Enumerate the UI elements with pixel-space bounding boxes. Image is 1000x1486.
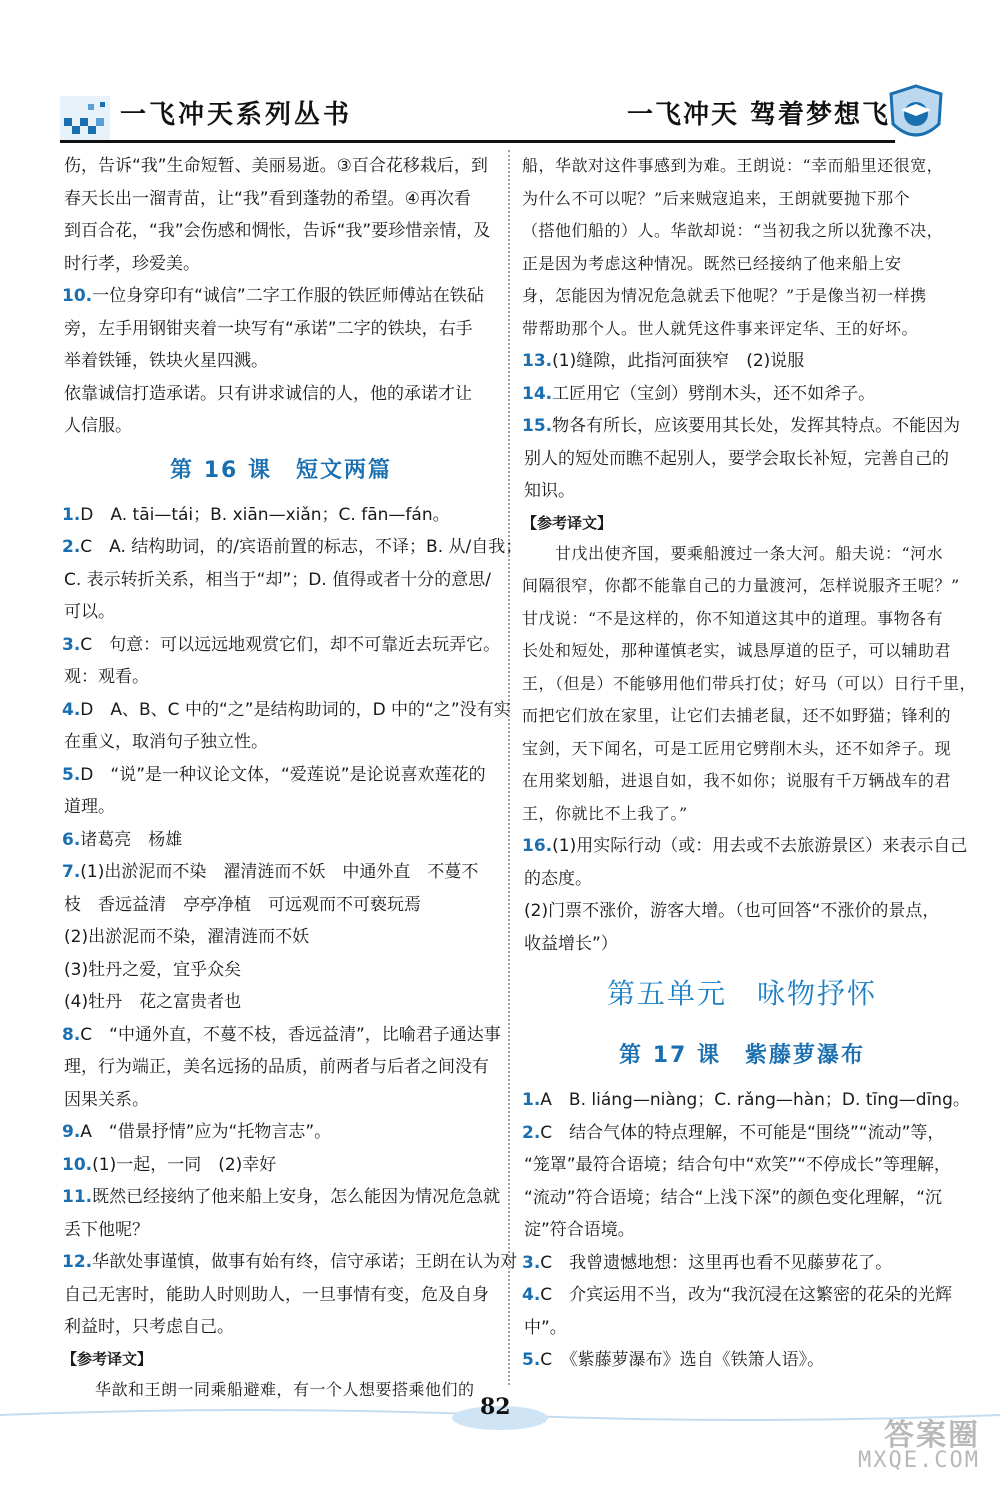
answer-text: (3)牡丹之爱，宜乎众矣 <box>64 959 242 980</box>
question-number: 3. <box>522 1252 541 1273</box>
question-number: 11. <box>62 1187 93 1207</box>
answer-line <box>62 313 500 346</box>
answer-line <box>62 1181 500 1214</box>
answer-block-continued <box>62 150 500 443</box>
answer-line <box>62 954 500 987</box>
lesson-16-answers <box>62 499 523 1344</box>
translation-line: 船，华歆对这件事感到为难。王朗说：“幸而船里还很宽， <box>522 156 944 175</box>
answer-text: C A. 结构助词，的/宾语前置的标志，不译；B. 从/自我； <box>80 537 523 557</box>
translation-line: 正是因为考虑这种情况。既然已经接纳了他来船上安 <box>522 253 902 273</box>
answer-line <box>522 1084 970 1117</box>
answer-line <box>62 921 500 954</box>
answer-text: “笼罩”最符合语境；结合句中“欢笑”“不停成长”等理解， <box>524 1155 951 1175</box>
answer-text: A B. liáng—niàng；C. rǎng—hàn；D. tīng—dīng。 <box>540 1090 970 1110</box>
answer-text: C 我曾遗憾地想：这里再也看不见藤萝花了。 <box>540 1252 893 1273</box>
answer-line <box>62 1051 500 1084</box>
translation-line: 而把它们放在家里，让它们去捕老鼠，还不如野猫；锋利的 <box>522 706 952 725</box>
answer-text: 华歆处事谨慎，做事有始有终，信守承诺；王朗在认为对 <box>92 1252 518 1272</box>
question-number: 4. <box>522 1285 541 1305</box>
answer-text: 伤，告诉“我”生命短暂、美丽易逝。③百合花移栽后，到 <box>64 156 488 176</box>
answer-line <box>62 248 500 281</box>
answer-text: 知识。 <box>524 481 575 501</box>
answer-line <box>62 280 500 313</box>
translation-line: 间隔很窄，你都不能靠自己的力量渡河，怎样说服齐王呢？” <box>522 576 960 595</box>
answer-text: D “说”是一种议论文体，“爱莲说”是论说喜欢莲花的 <box>80 764 486 785</box>
answer-text: D A. tāi—tái；B. xiān—xiǎn；C. fān—fán。 <box>80 504 450 525</box>
translation-line: 身，怎能因为情况危急就丢下他呢？”于是像当初一样携 <box>522 286 927 305</box>
answer-text: C “中通外直，不蔓不枝，香远益清”，比喻君子通达事 <box>80 1024 501 1045</box>
question-number: 1. <box>522 1090 541 1110</box>
question-number: 10. <box>62 286 93 306</box>
answer-text: (1)用实际行动（或：用去或不去旅游景区）来表示自己 <box>552 836 968 856</box>
answer-text: 举着铁锤，铁块火星四溅。 <box>64 351 268 371</box>
answer-text: C. 表示转折关系，相当于“却”；D. 值得或者十分的意思/ <box>64 569 491 590</box>
answer-text: 收益增长”） <box>524 933 618 954</box>
question-number: 2. <box>522 1122 541 1143</box>
answer-text: 枝 香远益清 亭亭净植 可远观而不可亵玩焉 <box>64 894 421 915</box>
answer-line <box>62 215 500 248</box>
answer-text: 中”。 <box>524 1317 567 1338</box>
answer-line <box>522 1247 962 1280</box>
column-divider <box>508 150 510 1385</box>
watermark-url: MXQE.COM <box>858 1448 980 1473</box>
answer-line <box>62 378 500 411</box>
answer-line <box>62 824 500 857</box>
answer-line <box>62 661 500 694</box>
answer-line <box>62 1084 500 1117</box>
question-number: 14. <box>522 383 553 404</box>
translation-line: 长处和短处，那种谨慎老实，诚恳厚道的臣子，可以辅助君 <box>522 641 952 660</box>
lesson-16-title: 第 16 课 短文两篇 <box>170 457 392 483</box>
answer-line <box>522 443 962 476</box>
translation-line: 为什么不可以呢？”后来贼寇追来，王朗就要抛下那个 <box>522 188 911 208</box>
answer-line <box>62 345 500 378</box>
page-header <box>0 0 1000 145</box>
answer-line <box>522 1344 962 1377</box>
answer-text: 可以。 <box>64 602 115 622</box>
answer-text: 依靠诚信打造承诺。只有讲求诚信的人，他的承诺才让 <box>64 383 472 404</box>
unit-five-title: 第五单元 咏物抒怀 <box>606 977 877 1010</box>
answer-text: C 句意：可以远远地观赏它们，却不可靠近去玩弄它。 <box>80 634 501 655</box>
answer-line <box>522 1149 962 1182</box>
answer-line <box>62 694 511 727</box>
answer-line <box>62 1311 500 1344</box>
question-number: 1. <box>62 504 81 525</box>
checker-logo-icon <box>60 96 110 140</box>
answer-text: 道理。 <box>64 797 115 817</box>
translation-line: 甘戊说：“不是这样的，你不知道这其中的道理。事物各有 <box>522 608 944 628</box>
answer-line <box>62 410 500 443</box>
question-number: 3. <box>62 634 81 655</box>
question-number: 5. <box>522 1350 541 1370</box>
answer-line <box>62 499 500 532</box>
question-number: 6. <box>62 829 81 850</box>
answer-text: 在重义，取消句子独立性。 <box>64 732 268 752</box>
answer-line <box>62 1246 518 1279</box>
lesson-17-title: 第 17 课 紫藤萝瀑布 <box>619 1043 865 1068</box>
answer-text: 旁，左手用钢钳夹着一块写有“承诺”二字的铁块，右手 <box>64 318 473 339</box>
translation-line: 带帮助那个人。世人就凭这件事来评定华、王的好坏。 <box>522 318 919 338</box>
answer-line <box>62 726 500 759</box>
answer-line <box>62 856 500 889</box>
answer-text: C 结合气体的特点理解，不可能是“围绕”“流动”等， <box>540 1122 945 1143</box>
translation-line: 甘戊出使齐国，要乘船渡过一条大河。船夫说：“河水 <box>522 543 944 563</box>
page-footer <box>0 1380 1000 1486</box>
header-slogan: 一飞冲天 驾着梦想飞 <box>626 100 890 130</box>
answer-line <box>62 150 500 183</box>
answer-text: (4)牡丹 花之富贵者也 <box>64 992 242 1012</box>
lesson-17-answers <box>522 1084 970 1377</box>
answer-16 <box>522 830 968 960</box>
answer-text: C 《紫藤萝瀑布》选自《铁箫人语》。 <box>540 1350 825 1370</box>
answer-text: 物各有所长，应该要用其长处，发挥其特点。不能因为 <box>552 416 961 436</box>
answer-text: 时行孝，珍爱美。 <box>64 253 200 274</box>
answer-text: 利益时，只考虑自己。 <box>64 1317 234 1337</box>
answer-text: 理，行为端正，美名远扬的品质，前两者与后者之间没有 <box>64 1057 489 1077</box>
answer-text: A “借景抒情”应为“托物言志”。 <box>80 1122 332 1142</box>
answer-line <box>62 791 500 824</box>
answer-line <box>62 596 500 629</box>
question-number: 13. <box>522 351 553 371</box>
question-number: 12. <box>62 1252 93 1272</box>
translation-line: 王，你就比不上我了。” <box>522 803 688 823</box>
question-number: 15. <box>522 416 553 436</box>
answer-text: 工匠用它（宝剑）劈削木头，还不如斧子。 <box>552 383 876 404</box>
question-number: 16. <box>522 836 553 856</box>
question-number: 4. <box>62 699 81 720</box>
answer-text: 自己无害时，能助人时则助人，一旦事情有变，危及自身 <box>64 1284 489 1305</box>
answer-text: (1)出淤泥而不染 濯清涟而不妖 中通外直 不蔓不 <box>80 862 479 882</box>
series-title: 一飞冲天系列丛书 <box>120 100 353 130</box>
translation-line: 华歆和王朗一同乘船避难，有一个人想要搭乘他们的 <box>62 1379 475 1399</box>
answer-text: 一位身穿印有“诚信”二字工作服的铁匠师傅站在铁砧 <box>92 286 484 306</box>
question-number: 10. <box>62 1154 93 1175</box>
answer-text: 的态度。 <box>524 868 592 889</box>
right-column <box>522 150 977 1377</box>
question-number: 9. <box>62 1122 81 1142</box>
question-number: 5. <box>62 764 81 785</box>
header-rule <box>60 140 895 143</box>
answer-text: 因果关系。 <box>64 1089 149 1110</box>
answer-line <box>522 1117 962 1150</box>
page-number: 82 <box>480 1394 511 1420</box>
answer-line <box>62 564 500 597</box>
watermark-logo: 答案圈 <box>884 1418 980 1453</box>
answer-text: 诸葛亮 杨雄 <box>80 829 183 850</box>
question-number: 2. <box>62 537 81 557</box>
answer-line <box>522 378 962 411</box>
answer-text: 观：观看。 <box>64 667 149 687</box>
answer-line <box>62 183 500 216</box>
answer-line <box>62 986 500 1019</box>
answer-text: 既然已经接纳了他来船上安身，怎么能因为情况危急就 <box>92 1187 501 1207</box>
answer-line <box>62 1279 500 1312</box>
translation-line: 王，（但是）不能够用他们带兵打仗；好马（可以）日行千里， <box>522 673 977 693</box>
answer-line <box>522 1312 962 1345</box>
answer-line <box>522 1214 962 1247</box>
answer-line <box>62 629 500 662</box>
answer-line <box>62 1116 500 1149</box>
reference-translation-continued <box>522 150 962 345</box>
answer-text: (1)缝隙，此指河面狭窄 (2)说服 <box>552 351 805 371</box>
answer-text: 春天长出一溜青苗，让“我”看到蓬勃的希望。④再次看 <box>64 188 471 209</box>
answer-line <box>522 410 962 443</box>
answer-line <box>522 830 968 863</box>
answer-text: 人信服。 <box>64 416 132 436</box>
shield-badge-icon <box>887 84 945 146</box>
answer-text: “流动”符合语境；结合“上浅下深”的颜色变化理解，“沉 <box>524 1187 943 1208</box>
answer-text: (2)门票不涨价，游客大增。（也可回答“不涨价的景点， <box>524 901 940 921</box>
answer-line <box>522 863 962 896</box>
answer-text: C 介宾运用不当，改为“我沉浸在这繁密的花朵的光辉 <box>540 1285 952 1305</box>
answer-text: (1)一起，一同 (2)幸好 <box>92 1154 277 1175</box>
answer-line <box>62 1214 500 1247</box>
answer-line <box>522 928 962 961</box>
translation-line: 在用桨划船，进退自如，我不如你；说服有千万辆战车的君 <box>522 771 952 790</box>
answer-line <box>522 895 962 928</box>
answer-line <box>62 531 523 564</box>
translation-line: 宝剑，天下闻名，可是工匠用它劈削木头，还不如斧子。现 <box>522 738 952 758</box>
answer-line <box>62 759 500 792</box>
answer-line <box>62 1019 500 1052</box>
left-column <box>62 150 523 1406</box>
answer-text: 别人的短处而瞧不起别人，要学会取长补短，完善自己的 <box>524 448 949 469</box>
reference-translation-heading: 【参考译文】 <box>62 1349 153 1368</box>
reference-translation-heading-2: 【参考译文】 <box>522 513 613 532</box>
answer-text: D A、B、C 中的“之”是结构助词的，D 中的“之”没有实 <box>80 699 511 720</box>
reference-translation-text-2 <box>522 538 977 831</box>
question-number: 8. <box>62 1024 81 1045</box>
answer-text: 到百合花，“我”会伤感和惆怅，告诉“我”要珍惜亲情，及 <box>64 221 491 241</box>
answer-text: 丢下他呢？ <box>64 1219 149 1240</box>
answer-line <box>522 475 962 508</box>
answer-line <box>522 1279 962 1312</box>
answer-line <box>522 345 962 378</box>
answers-13-15 <box>522 345 962 508</box>
answer-text: (2)出淤泥而不染，濯清涟而不妖 <box>64 927 310 947</box>
question-number: 7. <box>62 862 81 882</box>
answer-line <box>62 889 500 922</box>
answer-line <box>62 1149 500 1182</box>
answer-text: 淀”符合语境。 <box>524 1220 635 1240</box>
translation-line: （搭他们船的）人。华歆却说：“当初我之所以犹豫不决， <box>522 221 944 240</box>
answer-line <box>522 1182 962 1215</box>
